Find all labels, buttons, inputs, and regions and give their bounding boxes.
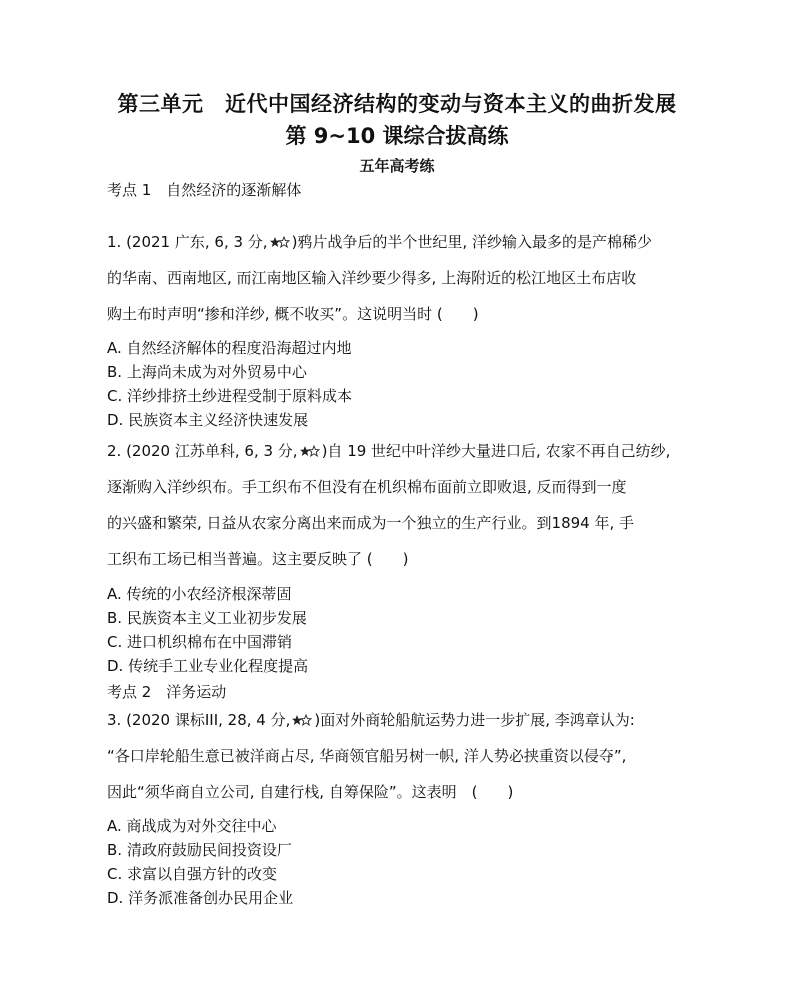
q1-line1 (107, 232, 652, 252)
difficulty-stars-icon (299, 445, 321, 457)
section-heading-1: 考点 1 自然经济的逐渐解体 (107, 181, 302, 199)
q3-line3: 因此“须华商自立公司, 自建行栈, 自筹保险”。这表明 ( ) (107, 783, 514, 801)
difficulty-stars-icon (269, 236, 291, 248)
q1-line2: 的华南、西南地区, 而江南地区输入洋纱要少得多, 上海附近的松江地区土布店收 (107, 269, 637, 287)
section-heading-2: 考点 2 洋务运动 (107, 683, 227, 701)
q2-lead: 2. (2020 江苏单科, 6, 3 分, (107, 442, 298, 460)
q2-line1-text: )自 19 世纪中叶洋纱大量进口后, 农家不再自己纺纱, (321, 442, 671, 460)
q1-option-a: A. 自然经济解体的程度沿海超过内地 (107, 339, 352, 357)
q3-option-c: C. 求富以自强方针的改变 (107, 865, 278, 883)
q1-lead: 1. (2021 广东, 6, 3 分, (107, 233, 268, 251)
q3-option-a: A. 商战成为对外交往中心 (107, 817, 277, 835)
lesson-title: 第 9~10 课综合拔高练 (285, 124, 509, 148)
q1-line3: 购土布时声明“掺和洋纱, 概不收买”。这说明当时 ( ) (107, 305, 479, 323)
q3-option-b: B. 清政府鼓励民间投资设厂 (107, 841, 292, 859)
q2-option-c: C. 进口机织棉布在中国滞销 (107, 633, 293, 651)
q3-line1 (107, 710, 635, 730)
q1-option-d: D. 民族资本主义经济快速发展 (107, 411, 309, 429)
q2-line4: 工织布工场已相当普遍。这主要反映了 ( ) (107, 550, 409, 568)
q3-line1-text: )面对外商轮船航运势力进一步扩展, 李鸿章认为: (314, 711, 635, 729)
q1-line1-text: )鸦片战争后的半个世纪里, 洋纱输入最多的是产棉稀少 (291, 233, 652, 251)
q2-option-d: D. 传统手工业专业化程度提高 (107, 657, 309, 675)
q3-option-d: D. 洋务派准备创办民用企业 (107, 889, 294, 907)
q1-option-c: C. 洋纱排挤土纱进程受制于原料成本 (107, 387, 353, 405)
q1-option-b: B. 上海尚未成为对外贸易中心 (107, 363, 307, 381)
q3-line2: “各口岸轮船生意已被洋商占尽, 华商领官船另树一帜, 洋人势必挟重资以侵夺”, (107, 747, 627, 765)
unit-title: 第三单元 近代中国经济结构的变动与资本主义的曲折发展 (117, 92, 677, 116)
q2-line1 (107, 441, 670, 461)
q2-line3: 的兴盛和繁荣, 日益从农家分离出来而成为一个独立的生产行业。到1894 年, 手 (107, 514, 635, 532)
q2-option-a: A. 传统的小农经济根深蒂固 (107, 585, 292, 603)
q2-option-b: B. 民族资本主义工业初步发展 (107, 609, 307, 627)
difficulty-stars-icon (291, 714, 313, 726)
q3-lead: 3. (2020 课标III, 28, 4 分, (107, 711, 291, 729)
q2-line2: 逐渐购入洋纱织布。手工织布不但没有在机织棉布面前立即败退, 反而得到一度 (107, 478, 627, 496)
section-subtitle: 五年高考练 (359, 157, 435, 175)
